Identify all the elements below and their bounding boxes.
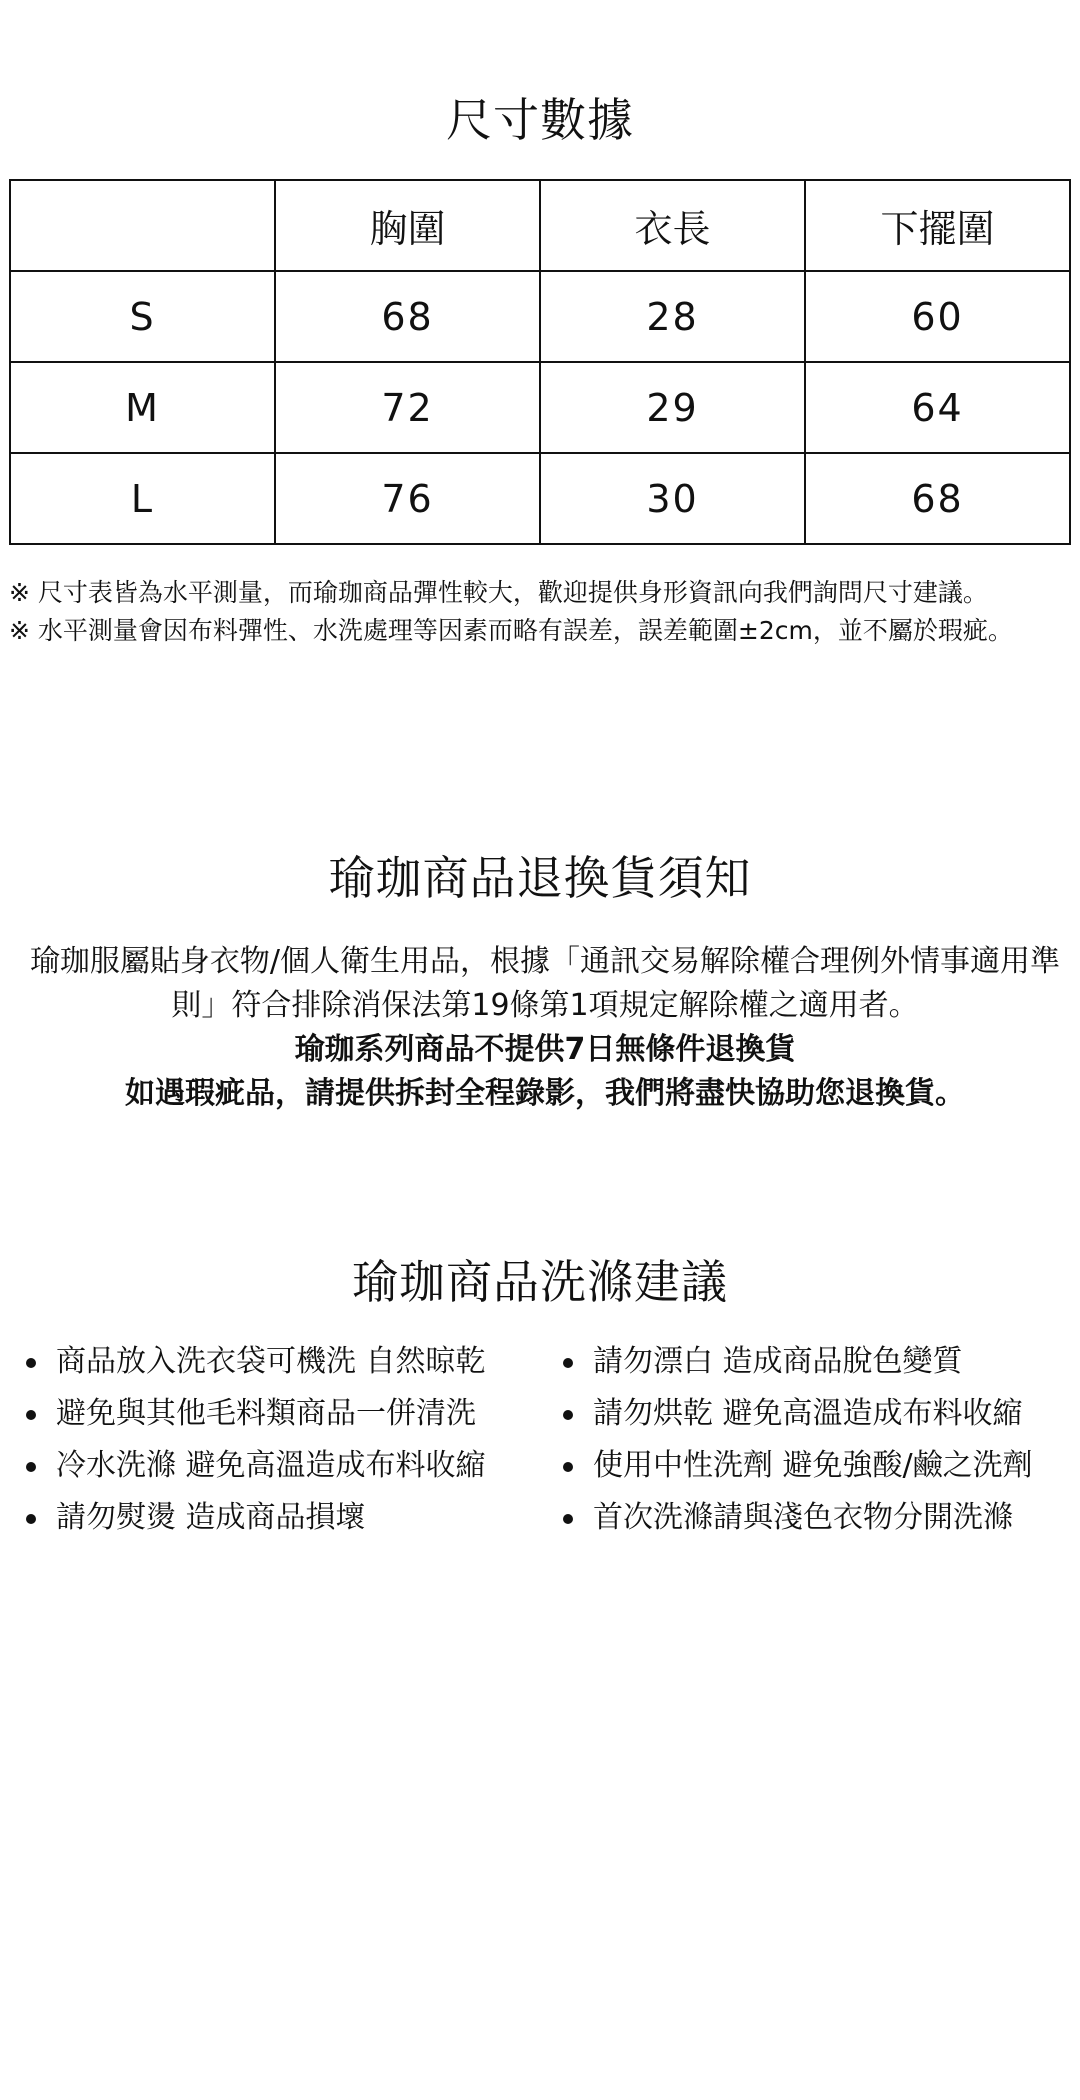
- size-table-header-hem: 下擺圍: [805, 180, 1070, 271]
- list-item: [26, 1336, 486, 1388]
- hem-value: 60: [805, 271, 1070, 362]
- size-label: L: [10, 453, 275, 544]
- wash-instruction-text: 冷水洗滌 避免高溫造成布料收縮: [56, 1448, 486, 1483]
- bullet-icon: [26, 1410, 36, 1420]
- list-item: [563, 1440, 1033, 1492]
- size-table-header-row: [10, 180, 1070, 271]
- wash-section-title: 瑜珈商品洗滌建議: [352, 1255, 728, 1309]
- chest-value: 72: [275, 362, 540, 453]
- length-value: 29: [540, 362, 805, 453]
- size-notes: [9, 574, 1075, 650]
- wash-instruction-text: 使用中性洗劑 避免強酸/鹼之洗劑: [593, 1448, 1033, 1483]
- bullet-icon: [26, 1514, 36, 1524]
- list-item: [563, 1388, 1033, 1440]
- bullet-icon: [563, 1514, 573, 1524]
- size-label: M: [10, 362, 275, 453]
- wash-instruction-text: 商品放入洗衣袋可機洗 自然晾乾: [56, 1344, 486, 1379]
- bullet-icon: [563, 1358, 573, 1368]
- wash-list-right: [563, 1336, 1033, 1544]
- wash-instruction-text: 首次洗滌請與淺色衣物分開洗滌: [593, 1500, 1013, 1535]
- return-policy-no-return-notice: 瑜珈系列商品不提供7日無條件退換貨: [294, 1032, 796, 1067]
- size-section-title: 尺寸數據: [446, 93, 634, 147]
- size-table-header-corner: [10, 180, 275, 271]
- size-table-header-length: 衣長: [540, 180, 805, 271]
- bullet-icon: [26, 1358, 36, 1368]
- wash-instruction-text: 請勿烘乾 避免高溫造成布料收縮: [593, 1396, 1023, 1431]
- table-row: [10, 362, 1070, 453]
- size-note: ※ 尺寸表皆為水平測量，而瑜珈商品彈性較大，歡迎提供身形資訊向我們詢問尺寸建議。: [9, 578, 988, 607]
- chest-value: 76: [275, 453, 540, 544]
- return-policy-defect-notice: 如遇瑕疵品，請提供拆封全程錄影，我們將盡快協助您退換貨。: [125, 1076, 965, 1111]
- wash-instructions: [0, 1336, 1080, 1556]
- table-row: [10, 453, 1070, 544]
- return-policy-paragraph: 瑜珈服屬貼身衣物/個人衛生用品，根據「通訊交易解除權合理例外情事適用準則」符合排除消保法第19條第1項規定解除權之適用者。: [29, 944, 1061, 1023]
- length-value: 30: [540, 453, 805, 544]
- wash-instruction-text: 請勿熨燙 造成商品損壞: [56, 1500, 366, 1535]
- hem-value: 68: [805, 453, 1070, 544]
- list-item: [26, 1440, 486, 1492]
- list-item: [26, 1388, 486, 1440]
- length-value: 28: [540, 271, 805, 362]
- bullet-icon: [563, 1462, 573, 1472]
- size-label: S: [10, 271, 275, 362]
- list-item: [563, 1336, 1033, 1388]
- table-row: [10, 271, 1070, 362]
- wash-instruction-text: 避免與其他毛料類商品一併清洗: [56, 1396, 476, 1431]
- list-item: [26, 1492, 486, 1544]
- return-policy: [18, 940, 1072, 1116]
- chest-value: 68: [275, 271, 540, 362]
- return-section-title: 瑜珈商品退換貨須知: [328, 851, 752, 905]
- bullet-icon: [26, 1462, 36, 1472]
- bullet-icon: [563, 1410, 573, 1420]
- size-table-header-chest: 胸圍: [275, 180, 540, 271]
- list-item: [563, 1492, 1033, 1544]
- wash-list-left: [26, 1336, 486, 1544]
- wash-instruction-text: 請勿漂白 造成商品脫色變質: [593, 1344, 963, 1379]
- size-note: ※ 水平測量會因布料彈性、水洗處理等因素而略有誤差，誤差範圍±2cm，並不屬於瑕疵。: [9, 616, 1013, 645]
- hem-value: 64: [805, 362, 1070, 453]
- size-table: [9, 179, 1071, 545]
